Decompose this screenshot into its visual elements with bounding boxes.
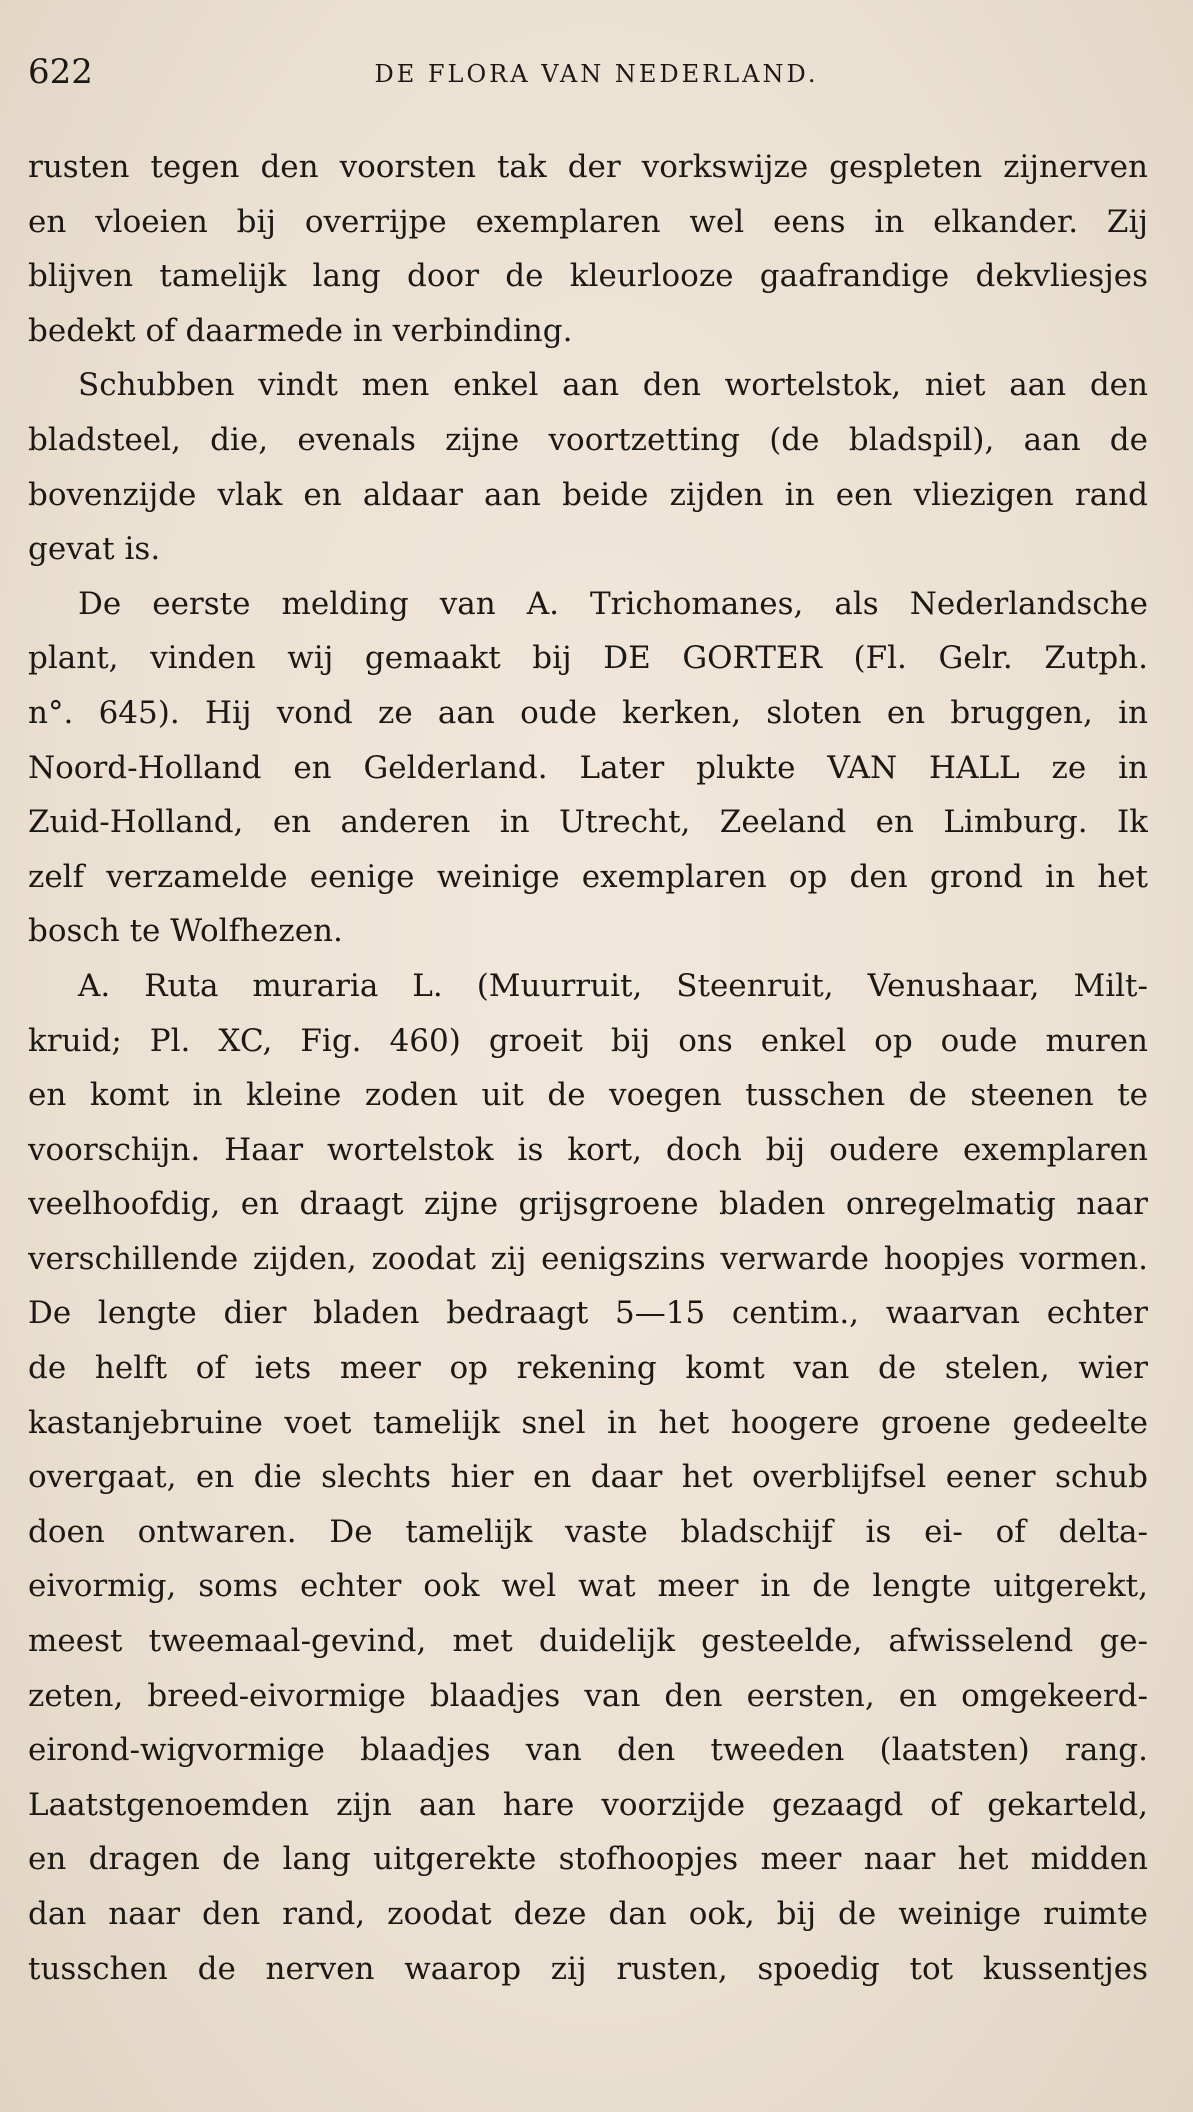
text-line: eivormig, soms echter ook wel wat meer in de lengte uitgerekt,: [28, 1568, 1148, 1605]
text-line: Laatstgenoemden zijn aan hare voorzijde gezaagd of gekarteld,: [28, 1786, 1148, 1823]
text-line: voorschijn. Haar wortelstok is kort, doch bij oudere exemplaren: [28, 1131, 1148, 1168]
text-line: kruid; Pl. XC, Fig. 460) groeit bij ons enkel op oude muren: [28, 1022, 1148, 1059]
body-text: [28, 140, 1148, 1996]
text-line: n°. 645). Hij vond ze aan oude kerken, sloten en bruggen, in: [28, 694, 1148, 731]
text-line: veelhoofdig, en draagt zijne grijsgroene bladen onregelmatig naar: [28, 1186, 1148, 1223]
text-line: zelf verzamelde eenige weinige exemplaren op den grond in het: [28, 858, 1148, 895]
text-line: Zuid-Holland, en anderen in Utrecht, Zeeland en Limburg. Ik: [28, 804, 1148, 841]
text-line: De eerste melding van A. Trichomanes, als Nederlandsche: [78, 585, 1148, 622]
text-line: eirond-wigvormige blaadjes van den tweeden (laatsten) rang.: [28, 1732, 1148, 1769]
page-header: [28, 50, 1165, 100]
text-line: De lengte dier bladen bedraagt 5—15 centim., waarvan echter: [28, 1295, 1148, 1332]
text-line: kastanjebruine voet tamelijk snel in het hoogere groene gedeelte: [28, 1404, 1148, 1441]
text-line: overgaat, en die slechts hier en daar het overblijfsel eener schub: [28, 1459, 1148, 1496]
text-line: bovenzijde vlak en aldaar aan beide zijden in een vliezigen rand: [28, 476, 1148, 513]
text-line: zeten, breed-eivormige blaadjes van den eersten, en omgekeerd-: [28, 1677, 1148, 1714]
text-line: rusten tegen den voorsten tak der vorkswijze gespleten zijnerven: [28, 149, 1148, 185]
text-line: dan naar den rand, zoodat deze dan ook, bij de weinige ruimte: [28, 1896, 1148, 1932]
text-line: de helft of iets meer op rekening komt van de stelen, wier: [28, 1350, 1148, 1387]
text-line: A. Ruta muraria L. (Muurruit, Steenruit, Venushaar, Milt-: [78, 967, 1148, 1004]
text-line: Noord-Holland en Gelderland. Later plukte VAN HALL ze in: [28, 749, 1148, 786]
text-line: blijven tamelijk lang door de kleurlooze gaafrandige dekvliesjes: [28, 258, 1148, 295]
text-line: tusschen de nerven waarop zij rusten, spoedig tot kussentjes: [28, 1950, 1148, 1987]
text-line: doen ontwaren. De tamelijk vaste bladschijf is ei- of delta-: [28, 1513, 1148, 1550]
text-line: meest tweemaal-gevind, met duidelijk gesteelde, afwisselend ge-: [28, 1623, 1148, 1660]
text-line: Schubben vindt men enkel aan den wortelstok, niet aan den: [78, 367, 1148, 404]
text-line: plant, vinden wij gemaakt bij DE GORTER (Fl. Gelr. Zutph.: [28, 640, 1148, 677]
text-line: bosch te Wolfhezen.: [28, 913, 343, 950]
text-line: en vloeien bij overrijpe exemplaren wel eens in elkander. Zij: [28, 203, 1148, 240]
text-line: bedekt of daarmede in verbinding.: [28, 312, 573, 349]
text-line: en komt in kleine zoden uit de voegen tusschen de steenen te: [28, 1077, 1148, 1114]
text-line: gevat is.: [28, 531, 161, 568]
page-number: 622: [28, 52, 93, 92]
running-title: DE FLORA VAN NEDERLAND.: [374, 60, 819, 88]
text-line: verschillende zijden, zoodat zij eenigszins verwarde hoopjes vormen.: [28, 1240, 1148, 1277]
text-line: bladsteel, die, evenals zijne voortzetting (de bladspil), aan de: [28, 421, 1148, 458]
text-line: en dragen de lang uitgerekte stofhoopjes meer naar het midden: [28, 1841, 1148, 1878]
